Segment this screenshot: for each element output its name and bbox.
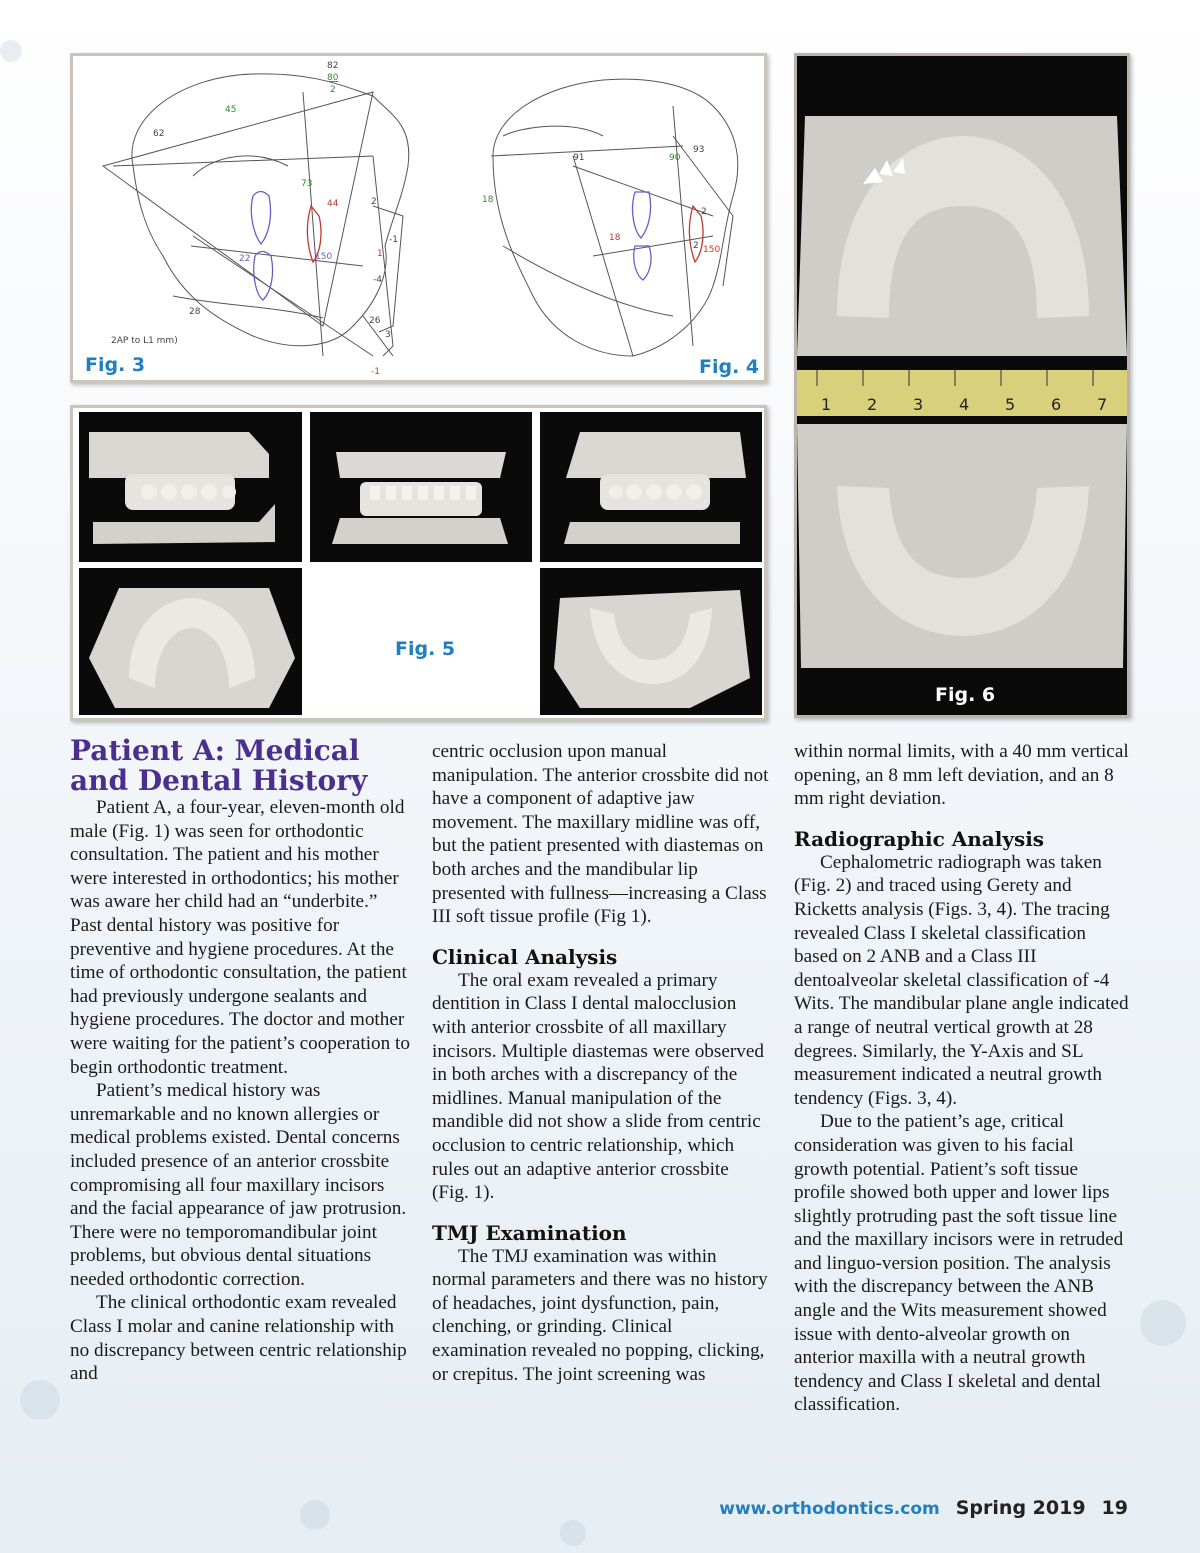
paragraph: Due to the patient’s age, critical consideration was given to his facial growth potential. Patient’s soft tissue profile showed both upper and lower lips slightly protruding past the soft tissue line and the maxillary incisors were in retruded and linguo-version position. The analysis with the discrepancy between the ANB angle and the Wits measurement showed issue with dento-alveolar growth on anterior maxilla with a neutral growth tendency and Class I skeletal and dental classification.: [794, 1111, 1124, 1416]
fig3-num: 80: [327, 73, 339, 83]
paragraph: The oral exam revealed a primary dentition in Class I dental malocclusion with anterior crossbite of all maxillary incisors. Multiple diastemas were observed in both arches with a discrepancy of the midlines. Manual manipulation of the mandible did not show a slide from centric occlusion to centric relationship, which rules out an adaptive anterior crossbite (Fig. 1).: [432, 969, 764, 1204]
fig6-label: Fig. 6: [935, 684, 996, 706]
fig4-label: Fig. 4: [699, 356, 760, 378]
paragraph: The TMJ examination was within normal parameters and there was no history of headaches, joint dysfunction, pain, clenching, or grinding. Clinical examination revealed no popping, clicking, or crepitus. The joint screening was: [432, 1245, 768, 1385]
fig3-num: 1: [377, 249, 383, 259]
study-models-panel: [70, 405, 767, 721]
model-front-drawing: [310, 412, 532, 562]
fig3-num: 150: [315, 252, 333, 262]
ruler-mark: 6: [1051, 395, 1062, 414]
fig3-num: 44: [327, 199, 339, 209]
fig3-note: 2AP to L1 mm): [111, 336, 178, 346]
paragraph: Patient’s medical history was unremarkable and no known allergies or medical problems existed. Dental concerns included presence of an anterior crossbite compromising all four maxillary incisors and the facial appearance of jaw protrusion. There were no temporomandibular joint problems, but obvious dental situations needed orthodontic correction.: [70, 1080, 407, 1290]
model-upper-occlusal-drawing: [79, 568, 302, 715]
ceph-tracing-panel: [70, 53, 767, 383]
page-footer: [719, 1497, 1128, 1519]
ruler-mark: 5: [1005, 395, 1016, 414]
model-lower-occlusal-drawing: [540, 568, 762, 715]
footer-url[interactable]: www.orthodontics.com: [719, 1499, 940, 1519]
fig4-num: 2: [693, 241, 699, 251]
fig4-num: 90: [669, 153, 681, 163]
fig6-drawing: [797, 56, 1127, 715]
fig4-num: 2: [701, 207, 707, 217]
fig3-label: Fig. 3: [85, 354, 146, 376]
fig4-num: 18: [609, 233, 621, 243]
fig3-num: -1: [389, 235, 398, 245]
model-right-drawing: [79, 412, 302, 562]
model-photo-upper-occlusal: [79, 568, 302, 715]
article-title: Patient A: Medical and Dental History: [70, 734, 368, 797]
heading-radiographic-analysis: Radiographic Analysis: [794, 826, 1045, 851]
article-column-3: [794, 740, 1132, 1417]
fig3-num: 82: [327, 61, 339, 71]
fig4-num: 18: [482, 195, 494, 205]
fig5-label: Fig. 5: [395, 638, 456, 660]
page-number: 19: [1101, 1497, 1128, 1519]
model-photo-right: [79, 412, 302, 562]
fig3-num: 62: [153, 129, 165, 139]
fig3-num: 26: [369, 316, 381, 326]
fig3-num: 2: [371, 197, 377, 207]
fig6-photo: [797, 56, 1127, 715]
paragraph: The clinical orthodontic exam revealed Class I molar and canine relationship with no discrepancy between centric relationship and: [70, 1292, 407, 1385]
ruler-mark: 2: [867, 395, 878, 414]
fig4-num: 93: [693, 145, 705, 155]
ruler-mark: 3: [913, 395, 924, 414]
heading-tmj-examination: TMJ Examination: [432, 1220, 627, 1245]
fig3-num: -1: [371, 367, 380, 377]
fig3-num: 28: [189, 307, 201, 317]
paragraph: Cephalometric radiograph was taken (Fig. 2) and traced using Gerety and Ricketts analysis (Figs. 3, 4). The tracing revealed Class I skeletal classification based on 2 ANB and a Class III dentoalveolar skeletal classification of -4 Wits. The mandibular plane angle indicated a range of neutral vertical growth at 28 degrees. Similarly, the Y-Axis and SL measurement indicated a neutral growth tendency (Figs. 3, 4).: [794, 851, 1129, 1109]
paragraph: Patient A, a four-year, eleven-month old male (Fig. 1) was seen for orthodontic consultation. The patient and his mother were interested in orthodontics; his mother was aware her child had an “underbite.” Past dental history was positive for preventive and hygiene procedures. At the time of orthodontic consultation, the patient had previously undergone sealants and hygiene procedures. The doctor and mother were waiting for the patient’s cooperation to begin orthodontic treatment.: [70, 797, 410, 1078]
heading-clinical-analysis: Clinical Analysis: [432, 944, 618, 969]
fig3-num: 3: [385, 330, 391, 340]
ruler-mark: 7: [1097, 395, 1108, 414]
paragraph: within normal limits, with a 40 mm vertical opening, an 8 mm left deviation, and an 8 mm right deviation.: [794, 741, 1129, 810]
fig4-num: 91: [573, 153, 585, 163]
footer-issue: Spring 2019: [955, 1497, 1086, 1519]
fig3-num: -4: [373, 275, 382, 285]
fig3-num: 22: [239, 254, 251, 264]
paragraph: centric occlusion upon manual manipulation. The anterior crossbite did not have a component of adaptive jaw movement. The maxillary midline was off, but the patient presented with diastemas on both arches and the mandibular lip presented with fullness—increasing a Class III soft tissue profile (Fig 1).: [432, 741, 769, 928]
fig3-num: 73: [301, 179, 313, 189]
fig3-num: 2: [330, 85, 336, 95]
ceph-tracing-drawing: [73, 56, 764, 380]
ruler-mark: 1: [821, 395, 832, 414]
ruler-mark: 4: [959, 395, 970, 414]
model-photo-lower-occlusal: [540, 568, 762, 715]
article-column-2: [432, 740, 770, 1386]
fig3-num: 45: [225, 105, 237, 115]
model-photo-left: [540, 412, 762, 562]
article-column-1: [70, 736, 410, 1386]
occlusal-models-panel: [794, 53, 1130, 718]
model-photo-front: [310, 412, 532, 562]
fig4-num: 150: [703, 245, 721, 255]
model-left-drawing: [540, 412, 762, 562]
